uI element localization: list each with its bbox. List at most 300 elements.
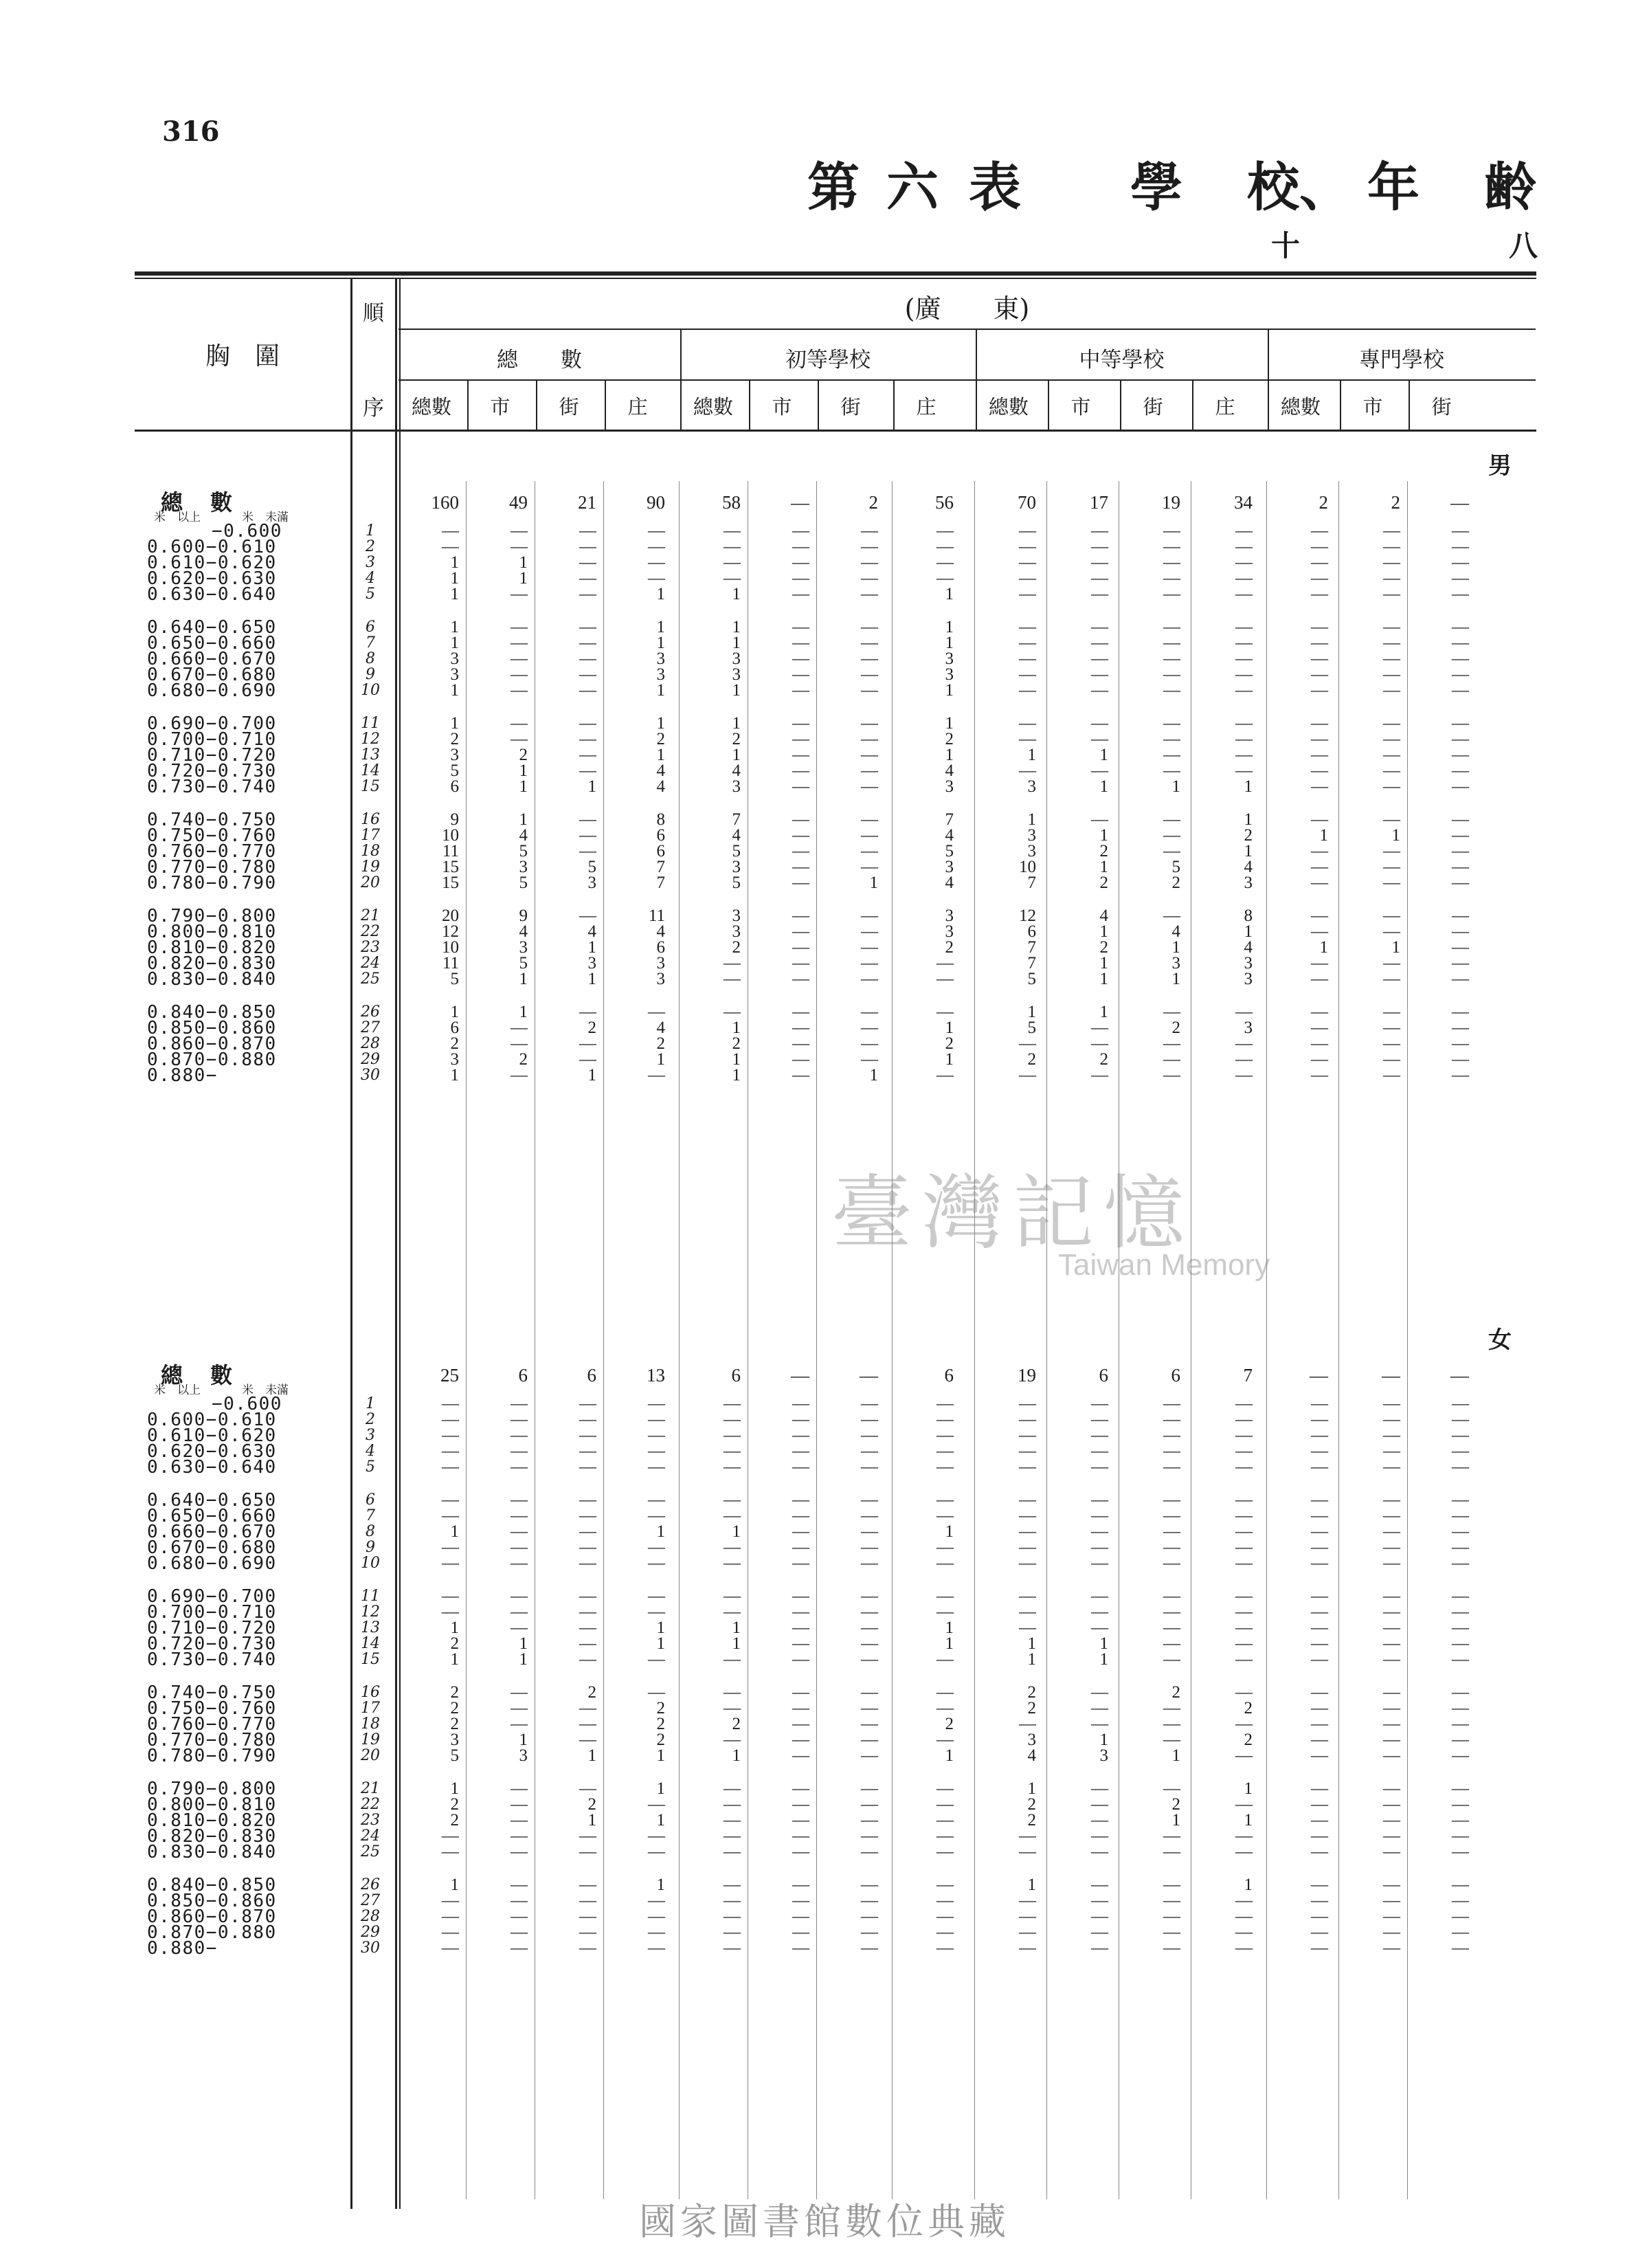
table-cell: 1 — [945, 585, 954, 603]
table-cell: — — [861, 810, 878, 829]
table-cell: — — [792, 1538, 809, 1557]
subcol-header: 街 — [1143, 395, 1163, 419]
table-cell: — — [1452, 842, 1469, 860]
table-cell: 1 — [945, 1634, 954, 1653]
table-cell: — — [1383, 585, 1400, 603]
table-cell: — — [1383, 1923, 1400, 1942]
table-cell: 1 — [945, 1746, 954, 1765]
table-cell: — — [861, 1034, 878, 1053]
table-cell: — — [792, 842, 809, 860]
table-cell: — — [1452, 522, 1469, 540]
table-cell: 1 — [656, 746, 665, 764]
table-cell: — — [1019, 1066, 1036, 1085]
range-label: 0.800−0.810 — [147, 922, 277, 942]
table-cell: — — [1383, 1538, 1400, 1557]
table-cell: — — [1311, 1507, 1328, 1525]
table-cell: — — [1163, 1522, 1180, 1541]
table-cell: 3 — [656, 954, 665, 972]
table-cell: — — [1235, 585, 1253, 603]
range-label: 0.840−0.850 — [147, 1875, 277, 1895]
table-cell: 11 — [442, 954, 459, 972]
table-cell: 2 — [1027, 1050, 1036, 1069]
seq-number: 17 — [361, 1700, 380, 1717]
table-cell: — — [1452, 1587, 1469, 1605]
seq-number: 8 — [366, 650, 375, 667]
table-cell: 3 — [656, 665, 665, 684]
seq-number: 15 — [361, 778, 380, 795]
table-cell: — — [1091, 1795, 1108, 1814]
table-cell: — — [792, 1843, 809, 1861]
table-cell: — — [1311, 522, 1328, 540]
total-row — [0, 1362, 1649, 1388]
table-cell: — — [861, 1650, 878, 1669]
table-cell: — — [511, 1923, 528, 1942]
table-cell: 1 — [519, 1634, 528, 1653]
seq-number: 27 — [361, 1892, 380, 1909]
table-cell: — — [579, 522, 596, 540]
table-cell: 2 — [1244, 1699, 1253, 1717]
table-cell: — — [1163, 522, 1180, 540]
table-cell: 1 — [732, 1619, 741, 1637]
table-cell: — — [511, 1587, 528, 1605]
table-cell: — — [792, 858, 809, 876]
table-cell: — — [861, 761, 878, 780]
table-cell: — — [936, 1003, 954, 1021]
table-cell: 1 — [1027, 1650, 1036, 1669]
table-cell: — — [442, 1603, 459, 1621]
body-col-rule — [1046, 481, 1047, 2199]
seq-number: 24 — [361, 1827, 380, 1845]
table-cell: — — [442, 1907, 459, 1926]
table-cell: — — [792, 1426, 809, 1445]
table-cell: 1 — [519, 777, 528, 796]
table-row — [0, 1748, 1649, 1764]
table-cell: — — [1163, 1426, 1180, 1445]
table-cell: 4 — [945, 874, 954, 892]
total-cell: — — [791, 1365, 809, 1386]
table-cell: — — [1383, 1587, 1400, 1605]
table-cell: — — [1163, 1034, 1180, 1053]
table-cell: — — [648, 522, 665, 540]
table-cell: 1 — [1391, 826, 1400, 845]
table-cell: 2 — [945, 1715, 954, 1733]
table-cell: — — [511, 1715, 528, 1733]
table-cell: 5 — [450, 1746, 459, 1765]
table-cell: — — [442, 1827, 459, 1845]
seq-number: 3 — [366, 554, 375, 571]
seq-number: 9 — [366, 666, 375, 683]
range-label: 0.730−0.740 — [147, 1649, 277, 1670]
table-cell: 1 — [656, 1050, 665, 1069]
table-cell: — — [1383, 618, 1400, 636]
table-cell: — — [511, 1426, 528, 1445]
range-label: 0.760−0.770 — [147, 841, 277, 862]
table-cell: 1 — [450, 1876, 459, 1894]
table-cell: — — [861, 1538, 878, 1557]
range-label: 0.670−0.680 — [147, 1537, 277, 1558]
seq-number: 14 — [361, 1635, 380, 1652]
table-cell: — — [936, 1699, 954, 1717]
table-cell: 2 — [656, 1034, 665, 1053]
table-cell: — — [579, 1827, 596, 1845]
seq-number: 10 — [361, 1555, 380, 1572]
table-cell: 1 — [1099, 1003, 1108, 1021]
table-cell: 1 — [732, 746, 741, 764]
table-cell: — — [1452, 537, 1469, 556]
seq-number: 30 — [361, 1939, 380, 1957]
subcol-header: 庄 — [916, 395, 936, 419]
table-cell: 4 — [656, 922, 665, 941]
table-cell: 3 — [945, 858, 954, 876]
table-cell: — — [792, 938, 809, 957]
group-header: 中等學校 — [1079, 348, 1165, 373]
seq-number: 4 — [366, 1443, 375, 1460]
table-cell: — — [792, 1795, 809, 1814]
range-label: −0.600 — [212, 1394, 282, 1414]
seq-number: 10 — [361, 682, 380, 699]
table-cell: 2 — [1027, 1699, 1036, 1717]
region-header: (廣 東) — [904, 293, 1030, 324]
table-cell: 5 — [945, 842, 954, 860]
table-cell: 15 — [442, 874, 459, 892]
table-cell: — — [1452, 922, 1469, 941]
table-cell: — — [723, 1650, 741, 1669]
table-cell: — — [511, 634, 528, 652]
table-cell: — — [1235, 1426, 1253, 1445]
seq-number: 7 — [366, 1507, 375, 1524]
table-cell: 1 — [1027, 810, 1036, 829]
table-cell: — — [648, 1491, 665, 1509]
table-cell: 1 — [656, 1522, 665, 1541]
table-cell: 1 — [1244, 922, 1253, 941]
table-cell: 1 — [450, 1779, 459, 1798]
table-cell: 1 — [519, 569, 528, 588]
table-cell: — — [1235, 634, 1253, 652]
table-cell: — — [579, 681, 596, 700]
table-cell: — — [723, 1843, 741, 1861]
table-cell: — — [1163, 826, 1180, 845]
unit-lower: 米 以上 — [154, 511, 201, 524]
table-cell: — — [579, 1634, 596, 1653]
seq-number: 26 — [361, 1003, 380, 1021]
table-cell: — — [1163, 842, 1180, 860]
table-cell: — — [1311, 1907, 1328, 1926]
table-row — [0, 680, 1649, 701]
seq-number: 9 — [366, 1539, 375, 1556]
table-cell: — — [792, 1827, 809, 1845]
region-rule — [399, 329, 1536, 330]
table-cell: — — [1311, 730, 1328, 748]
total-cell: 17 — [1090, 492, 1108, 513]
table-cell: 3 — [587, 954, 596, 972]
table-cell: — — [579, 569, 596, 588]
total-cell: — — [1382, 1365, 1400, 1386]
table-cell: — — [1383, 1843, 1400, 1861]
table-cell: — — [1452, 907, 1469, 925]
table-cell: — — [1383, 1394, 1400, 1413]
table-cell: 2 — [656, 1699, 665, 1717]
table-cell: — — [511, 1394, 528, 1413]
table-cell: — — [1235, 1522, 1253, 1541]
table-cell: 4 — [1099, 907, 1108, 925]
range-label: 0.780−0.790 — [147, 873, 277, 893]
table-cell: 6 — [656, 938, 665, 957]
table-cell: 4 — [656, 1019, 665, 1037]
table-cell: — — [442, 1394, 459, 1413]
table-cell: 15 — [442, 858, 459, 876]
range-label: 0.800−0.810 — [147, 1794, 277, 1815]
table-row — [0, 1938, 1649, 1959]
range-label: 0.690−0.700 — [147, 1586, 277, 1607]
total-cell: 2 — [1391, 492, 1400, 513]
table-cell: — — [936, 1907, 954, 1926]
table-cell: — — [861, 907, 878, 925]
table-cell: — — [936, 1603, 954, 1621]
table-cell: 2 — [656, 1731, 665, 1749]
table-cell: — — [792, 1619, 809, 1637]
table-cell: — — [511, 1458, 528, 1476]
table-cell: — — [511, 1795, 528, 1814]
table-cell: — — [1235, 1746, 1253, 1765]
table-cell: 3 — [1099, 1746, 1108, 1765]
table-cell: 6 — [656, 842, 665, 860]
table-cell: — — [1452, 1050, 1469, 1069]
table-cell: — — [511, 665, 528, 684]
body-col-rule — [974, 481, 975, 2199]
table-cell: 1 — [732, 585, 741, 603]
table-cell: — — [1452, 681, 1469, 700]
table-cell: — — [1091, 1587, 1108, 1605]
table-cell: — — [861, 1619, 878, 1637]
table-row — [0, 1922, 1649, 1943]
table-cell: — — [1452, 1699, 1469, 1717]
table-cell: — — [792, 1410, 809, 1429]
table-cell: — — [511, 1876, 528, 1894]
table-cell: 1 — [1319, 826, 1328, 845]
table-cell: — — [792, 730, 809, 748]
range-label: 0.880− — [147, 1938, 218, 1959]
table-cell: 1 — [450, 1003, 459, 1021]
table-cell: 1 — [519, 1731, 528, 1749]
table-cell: 1 — [656, 1876, 665, 1894]
table-cell: 1 — [587, 1811, 596, 1830]
table-cell: — — [1235, 665, 1253, 684]
table-cell: 2 — [732, 938, 741, 957]
table-cell: — — [723, 1907, 741, 1926]
table-cell: — — [511, 537, 528, 556]
range-label: 0.620−0.630 — [147, 1441, 277, 1462]
table-cell: — — [1383, 858, 1400, 876]
table-cell: — — [511, 1442, 528, 1460]
table-cell: 1 — [587, 938, 596, 957]
table-cell: 1 — [656, 634, 665, 652]
table-cell: — — [1383, 746, 1400, 764]
table-cell: — — [579, 746, 596, 764]
table-cell: — — [1452, 1491, 1469, 1509]
table-cell: — — [723, 1811, 741, 1830]
range-label: 0.740−0.750 — [147, 1682, 277, 1703]
table-cell: — — [579, 1410, 596, 1429]
table-cell: — — [1452, 585, 1469, 603]
table-cell: — — [511, 1779, 528, 1798]
table-cell: 2 — [1099, 1050, 1108, 1069]
table-cell: — — [579, 1050, 596, 1069]
table-cell: 3 — [450, 1050, 459, 1069]
total-cell: 13 — [647, 1365, 665, 1386]
table-cell: — — [1383, 569, 1400, 588]
table-cell: — — [511, 1066, 528, 1085]
table-cell: — — [1019, 1587, 1036, 1605]
table-cell: 1 — [1171, 777, 1180, 796]
table-cell: — — [1091, 681, 1108, 700]
table-cell: — — [648, 1554, 665, 1572]
table-cell: — — [1019, 537, 1036, 556]
range-label: 0.720−0.730 — [147, 1634, 277, 1654]
table-cell: — — [792, 1683, 809, 1702]
table-cell: — — [861, 1907, 878, 1926]
table-cell: — — [792, 874, 809, 892]
table-cell: — — [579, 1843, 596, 1861]
range-label: 0.750−0.760 — [147, 825, 277, 846]
range-label: 0.790−0.800 — [147, 906, 277, 926]
table-cell: — — [511, 1907, 528, 1926]
table-cell: 2 — [450, 1683, 459, 1702]
table-cell: 20 — [442, 907, 459, 925]
range-label: 0.600−0.610 — [147, 1410, 277, 1430]
table-cell: — — [1235, 1491, 1253, 1509]
table-cell: — — [1091, 1554, 1108, 1572]
table-cell: — — [648, 1603, 665, 1621]
table-cell: — — [1019, 1907, 1036, 1926]
table-cell: — — [1311, 1491, 1328, 1509]
table-cell: — — [792, 1050, 809, 1069]
seq-number: 18 — [361, 843, 380, 860]
table-cell: — — [1452, 761, 1469, 780]
table-cell: — — [861, 746, 878, 764]
table-cell: — — [1311, 1066, 1328, 1085]
table-cell: — — [936, 522, 954, 540]
table-cell: — — [1383, 1683, 1400, 1702]
table-cell: — — [1452, 1650, 1469, 1669]
table-cell: — — [1311, 1779, 1328, 1798]
table-cell: — — [1311, 665, 1328, 684]
table-cell: — — [792, 553, 809, 572]
table-row — [0, 1049, 1649, 1070]
table-cell: — — [792, 649, 809, 668]
table-cell: 2 — [450, 1634, 459, 1653]
table-cell: 1 — [1099, 954, 1108, 972]
table-cell: 1 — [1099, 826, 1108, 845]
table-cell: 2 — [450, 1699, 459, 1717]
table-cell: — — [1452, 826, 1469, 845]
table-cell: 1 — [945, 681, 954, 700]
table-cell: 1 — [1099, 858, 1108, 876]
table-cell: — — [1163, 537, 1180, 556]
body-col-rule — [1407, 481, 1408, 2199]
table-cell: — — [861, 1891, 878, 1910]
table-cell: — — [442, 1554, 459, 1572]
table-cell: — — [792, 569, 809, 588]
table-cell: 2 — [450, 1715, 459, 1733]
section-label: 女 — [1488, 1326, 1512, 1354]
table-cell: 2 — [1171, 1683, 1180, 1702]
seq-number: 7 — [366, 634, 375, 652]
seq-number: 20 — [361, 874, 380, 891]
table-cell: — — [1311, 761, 1328, 780]
table-cell: — — [723, 553, 741, 572]
table-cell: 2 — [945, 730, 954, 748]
table-cell: — — [1019, 1939, 1036, 1957]
range-label: 0.670−0.680 — [147, 665, 277, 685]
total-cell: — — [1310, 1365, 1328, 1386]
range-label: 0.820−0.830 — [147, 1826, 277, 1847]
table-cell: — — [511, 1699, 528, 1717]
table-cell: — — [511, 522, 528, 540]
table-cell: — — [442, 1843, 459, 1861]
table-cell: — — [442, 1587, 459, 1605]
range-label: 0.870−0.880 — [147, 1922, 277, 1943]
table-cell: — — [861, 1491, 878, 1509]
table-cell: — — [1019, 1923, 1036, 1942]
table-cell: — — [792, 1650, 809, 1669]
table-cell: 1 — [1171, 1811, 1180, 1830]
table-cell: — — [861, 826, 878, 845]
table-cell: — — [792, 1699, 809, 1717]
table-cell: — — [579, 810, 596, 829]
total-cell: 6 — [731, 1365, 741, 1386]
table-cell: — — [648, 1891, 665, 1910]
table-top-rule-2 — [135, 278, 1536, 279]
table-cell: 1 — [732, 1019, 741, 1037]
table-cell: — — [1311, 777, 1328, 796]
table-cell: — — [792, 777, 809, 796]
table-cell: — — [1163, 761, 1180, 780]
table-cell: — — [1235, 1683, 1253, 1702]
table-cell: — — [861, 922, 878, 941]
table-cell: — — [1311, 1003, 1328, 1021]
table-cell: — — [936, 1426, 954, 1445]
table-cell: — — [1091, 522, 1108, 540]
group-header: 總 數 — [497, 348, 582, 373]
seq-number: 5 — [366, 586, 375, 603]
table-cell: — — [936, 1939, 954, 1957]
table-cell: 1 — [945, 1019, 954, 1037]
table-cell: — — [1383, 1458, 1400, 1476]
table-cell: 3 — [732, 907, 741, 925]
table-cell: — — [442, 1939, 459, 1957]
table-cell: — — [792, 1003, 809, 1021]
table-cell: — — [579, 1522, 596, 1541]
range-label: 0.610−0.620 — [147, 553, 277, 573]
table-cell: — — [1235, 1650, 1253, 1669]
table-cell: — — [792, 826, 809, 845]
range-label: 0.760−0.770 — [147, 1714, 277, 1735]
table-cell: 2 — [1027, 1811, 1036, 1830]
range-label: 0.640−0.650 — [147, 1490, 277, 1511]
table-cell: — — [1163, 1619, 1180, 1637]
range-label: 0.830−0.840 — [147, 1842, 277, 1863]
table-cell: — — [1452, 618, 1469, 636]
range-label: 0.650−0.660 — [147, 1506, 277, 1526]
table-cell: — — [1091, 585, 1108, 603]
table-cell: 1 — [450, 553, 459, 572]
table-cell: — — [1452, 649, 1469, 668]
range-label: 0.750−0.760 — [147, 1698, 277, 1719]
table-cell: — — [1163, 746, 1180, 764]
range-label: 0.860−0.870 — [147, 1906, 277, 1927]
body-col-rule — [1338, 481, 1339, 2199]
table-cell: 4 — [587, 922, 596, 941]
